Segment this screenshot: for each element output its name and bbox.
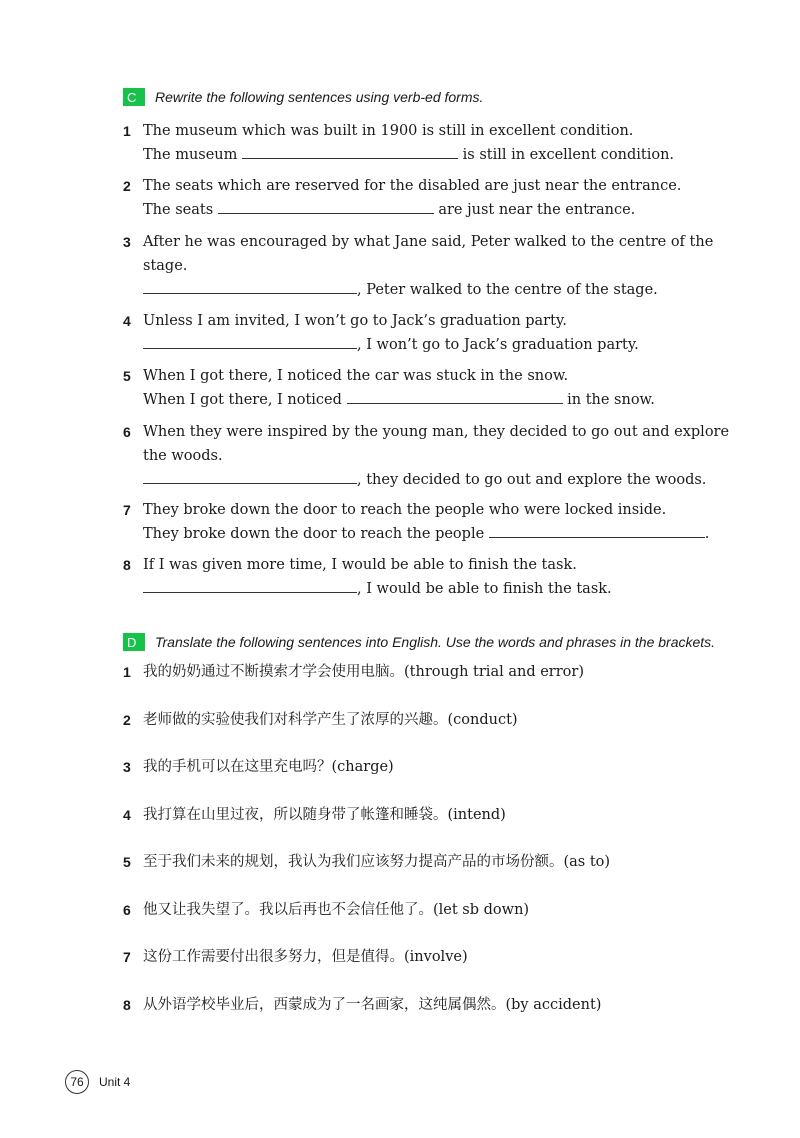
rewrite-suffix: , Peter walked to the centre of the stage. <box>357 282 658 298</box>
section-c-instruction: Rewrite the following sentences using verb-ed forms. <box>155 89 484 105</box>
exercise-c-item <box>123 420 730 492</box>
exercise-c-item <box>123 498 710 546</box>
exercise-d-item <box>123 708 703 732</box>
exercise-c-item <box>123 364 703 412</box>
exercise-d-item <box>123 660 703 684</box>
answer-blank[interactable] <box>143 578 357 593</box>
answer-blank[interactable] <box>143 334 357 349</box>
answer-blank[interactable] <box>143 469 357 484</box>
item-number: 2 <box>123 178 131 194</box>
translation-prompt: 我的奶奶通过不断摸索才学会使用电脑。(through trial and error) <box>143 664 584 680</box>
rewrite-line <box>143 278 703 302</box>
section-d-header <box>123 633 715 651</box>
item-number: 1 <box>123 664 131 680</box>
exercise-c-item <box>123 174 703 222</box>
translation-prompt: 这份工作需要付出很多努力，但是值得。(involve) <box>143 949 468 965</box>
original-sentence: When I got there, I noticed the car was stuck in the snow. <box>143 368 569 384</box>
rewrite-suffix: , they decided to go out and explore the woods. <box>357 472 707 488</box>
translation-prompt: 我打算在山里过夜，所以随身带了帐篷和睡袋。(intend) <box>143 807 506 823</box>
section-c-header <box>123 88 483 106</box>
rewrite-line <box>143 388 703 412</box>
rewrite-prefix: They broke down the door to reach the people <box>143 526 489 542</box>
rewrite-suffix: , I won’t go to Jack’s graduation party. <box>357 337 639 353</box>
exercise-c-item <box>123 553 703 601</box>
rewrite-suffix: . <box>704 526 710 542</box>
unit-label: Unit 4 <box>99 1075 131 1089</box>
rewrite-suffix: in the snow. <box>562 392 655 408</box>
item-number: 3 <box>123 234 131 250</box>
rewrite-line <box>143 143 703 167</box>
item-number: 8 <box>123 997 131 1013</box>
original-sentence: Unless I am invited, I won’t go to Jack’s graduation party. <box>143 313 567 329</box>
original-sentence-cont: the woods. <box>143 448 223 464</box>
item-number: 5 <box>123 368 131 384</box>
original-sentence-cont: stage. <box>143 258 188 274</box>
translation-prompt: 至于我们未来的规划，我认为我们应该努力提高产品的市场份额。(as to) <box>143 854 611 870</box>
exercise-c-item <box>123 309 703 357</box>
exercise-d-item <box>123 993 703 1017</box>
original-sentence: They broke down the door to reach the people who were locked inside. <box>143 502 667 518</box>
item-number: 5 <box>123 854 131 870</box>
translation-prompt: 老师做的实验使我们对科学产生了浓厚的兴趣。(conduct) <box>143 712 518 728</box>
rewrite-line <box>143 522 710 546</box>
item-number: 3 <box>123 759 131 775</box>
item-number: 4 <box>123 807 131 823</box>
original-sentence: If I was given more time, I would be able to finish the task. <box>143 557 577 573</box>
item-number: 1 <box>123 123 131 139</box>
page-number: 76 <box>65 1070 89 1094</box>
rewrite-suffix: , I would be able to finish the task. <box>357 581 612 597</box>
item-number: 4 <box>123 313 131 329</box>
rewrite-line <box>143 198 703 222</box>
answer-blank[interactable] <box>489 523 705 538</box>
exercise-c-item <box>123 230 714 302</box>
item-number: 7 <box>123 949 131 965</box>
section-c-badge: C <box>123 88 145 106</box>
rewrite-suffix: are just near the entrance. <box>433 202 636 218</box>
answer-blank[interactable] <box>347 389 563 404</box>
answer-blank[interactable] <box>143 279 357 294</box>
translation-prompt: 我的手机可以在这里充电吗？(charge) <box>143 759 394 775</box>
item-number: 2 <box>123 712 131 728</box>
rewrite-prefix: The seats <box>143 202 218 218</box>
translation-prompt: 从外语学校毕业后，西蒙成为了一名画家，这纯属偶然。(by accident) <box>143 997 602 1013</box>
translation-prompt: 他又让我失望了。我以后再也不会信任他了。(let sb down) <box>143 902 530 918</box>
answer-blank[interactable] <box>218 199 434 214</box>
section-d-badge: D <box>123 633 145 651</box>
original-sentence: When they were inspired by the young man, they decided to go out and explore <box>143 424 730 440</box>
rewrite-line <box>143 333 703 357</box>
answer-blank[interactable] <box>242 144 458 159</box>
original-sentence: The museum which was built in 1900 is still in excellent condition. <box>143 123 634 139</box>
exercise-d-item <box>123 898 703 922</box>
page-footer <box>65 1070 130 1094</box>
original-sentence: After he was encouraged by what Jane said, Peter walked to the centre of the <box>143 234 714 250</box>
rewrite-suffix: is still in excellent condition. <box>458 147 675 163</box>
rewrite-line <box>143 468 707 492</box>
section-d-instruction: Translate the following sentences into English. Use the words and phrases in the brackets. <box>155 634 716 650</box>
exercise-d-item <box>123 803 703 827</box>
exercise-d-item <box>123 850 703 874</box>
rewrite-prefix: When I got there, I noticed <box>143 392 347 408</box>
rewrite-line <box>143 577 703 601</box>
exercise-d-item <box>123 755 703 779</box>
rewrite-prefix: The museum <box>143 147 243 163</box>
item-number: 7 <box>123 502 131 518</box>
original-sentence: The seats which are reserved for the disabled are just near the entrance. <box>143 178 682 194</box>
item-number: 6 <box>123 902 131 918</box>
exercise-c-item <box>123 119 703 167</box>
item-number: 8 <box>123 557 131 573</box>
item-number: 6 <box>123 424 131 440</box>
exercise-d-item <box>123 945 703 969</box>
